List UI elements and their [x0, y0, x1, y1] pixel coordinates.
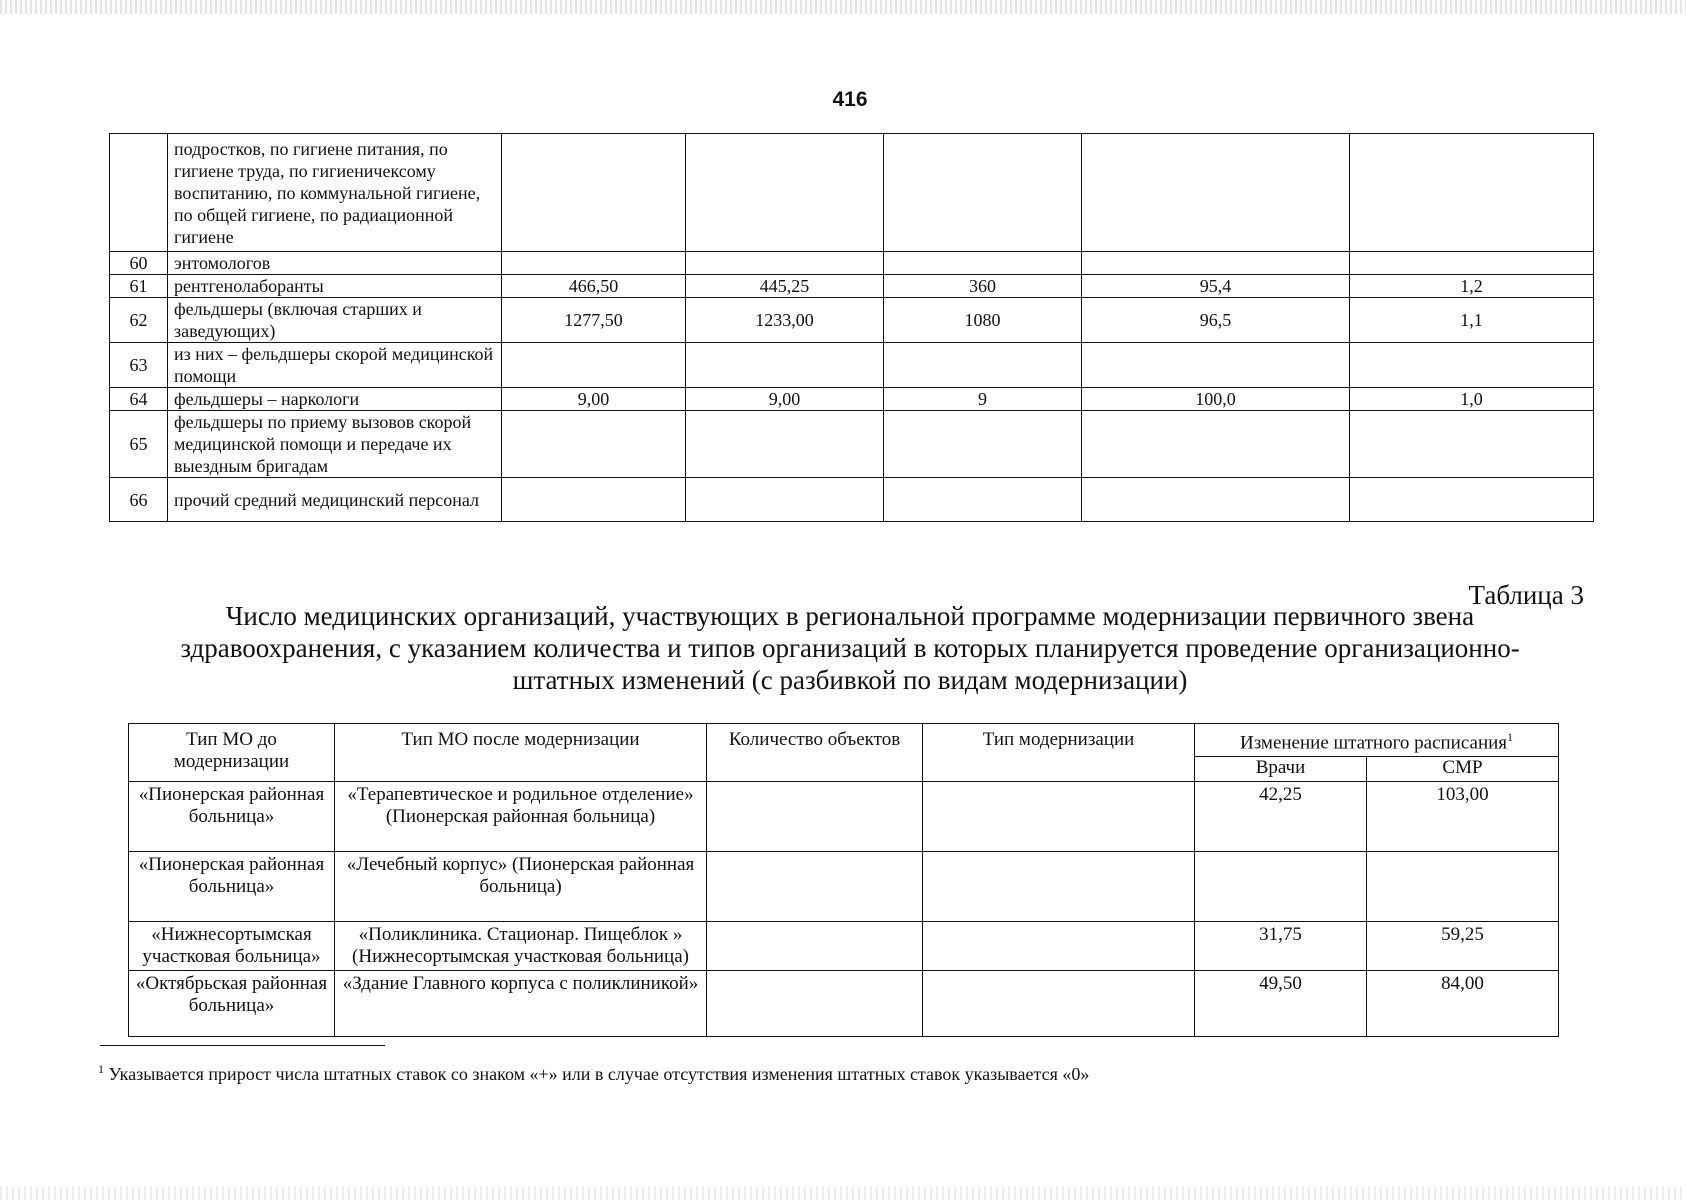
value-cell: [502, 134, 686, 252]
header-staff-change: [1195, 724, 1559, 757]
value-cell: 9: [884, 388, 1082, 411]
value-cell: 1080: [884, 298, 1082, 343]
scan-edge-top: [0, 0, 1686, 14]
table-row: [110, 134, 1594, 252]
header-nurses: СМР: [1367, 757, 1559, 782]
header-doctors: Врачи: [1195, 757, 1367, 782]
modernization-table-body: [129, 782, 1559, 1037]
value-cell: [884, 343, 1082, 388]
value-cell: [686, 411, 884, 478]
staff-table: [109, 133, 1594, 522]
value-cell: 9,00: [686, 388, 884, 411]
cell-count: [707, 922, 923, 971]
cell-mod-type: [923, 922, 1195, 971]
value-cell: [884, 134, 1082, 252]
value-cell: [502, 343, 686, 388]
cell-doctors: [1195, 852, 1367, 922]
table-row: [110, 388, 1594, 411]
footnote-divider: [100, 1045, 385, 1046]
cell-type-before: «Нижнесортымская участковая больница»: [129, 922, 335, 971]
row-label: подростков, по гигиене питания, по гигиене труда, по гигиеничексому воспитанию, по коммунальной гигиене, по общей гигиене, по радиационной гигиене: [168, 134, 502, 252]
row-number: 63: [110, 343, 168, 388]
cell-nurses: 84,00: [1367, 971, 1559, 1037]
header-row: [129, 724, 1559, 757]
cell-type-after: «Поликлиника. Стационар. Пищеблок » (Нижнесортымская участковая больница): [335, 922, 707, 971]
table-row: [110, 478, 1594, 522]
row-label: фельдшеры (включая старших и заведующих): [168, 298, 502, 343]
table-row: [129, 782, 1559, 852]
value-cell: [884, 252, 1082, 275]
value-cell: [1350, 411, 1594, 478]
value-cell: 1,0: [1350, 388, 1594, 411]
row-label: прочий средний медицинский персонал: [168, 478, 502, 522]
cell-mod-type: [923, 782, 1195, 852]
value-cell: 360: [884, 275, 1082, 298]
cell-mod-type: [923, 971, 1195, 1037]
row-number: 66: [110, 478, 168, 522]
header-type-after: Тип МО после модернизации: [335, 724, 707, 782]
cell-type-before: «Пионерская районная больница»: [129, 852, 335, 922]
value-cell: [1082, 134, 1350, 252]
cell-nurses: [1367, 852, 1559, 922]
table-row: [129, 922, 1559, 971]
table-caption: Таблица 3: [1468, 580, 1584, 610]
value-cell: [686, 478, 884, 522]
modernization-table: [128, 723, 1559, 1037]
footnote-ref: 1: [1507, 730, 1514, 744]
header-count: Количество объектов: [707, 724, 923, 782]
value-cell: [686, 252, 884, 275]
value-cell: 466,50: [502, 275, 686, 298]
value-cell: [1082, 252, 1350, 275]
modernization-table-head: [129, 724, 1559, 782]
value-cell: [884, 411, 1082, 478]
header-mod-type: Тип модернизации: [923, 724, 1195, 782]
value-cell: 95,4: [1082, 275, 1350, 298]
value-cell: 9,00: [502, 388, 686, 411]
value-cell: 1,2: [1350, 275, 1594, 298]
value-cell: 445,25: [686, 275, 884, 298]
staff-table-body: [110, 134, 1594, 522]
value-cell: [502, 478, 686, 522]
cell-mod-type: [923, 852, 1195, 922]
cell-doctors: 42,25: [1195, 782, 1367, 852]
row-number: 64: [110, 388, 168, 411]
header-type-before: Тип МО до модернизации: [129, 724, 335, 782]
value-cell: 100,0: [1082, 388, 1350, 411]
row-label: из них – фельдшеры скорой медицинской помощи: [168, 343, 502, 388]
row-number: 62: [110, 298, 168, 343]
cell-type-before: «Пионерская районная больница»: [129, 782, 335, 852]
cell-count: [707, 852, 923, 922]
value-cell: 1,1: [1350, 298, 1594, 343]
value-cell: [686, 343, 884, 388]
footnote-text: Указывается прирост числа штатных ставок со знаком «+» или в случае отсутствия изменения штатных ставок указывается «0»: [104, 1064, 1090, 1084]
value-cell: [1082, 343, 1350, 388]
row-label: фельдшеры – наркологи: [168, 388, 502, 411]
cell-type-after: «Лечебный корпус» (Пионерская районная больница): [335, 852, 707, 922]
value-cell: [884, 478, 1082, 522]
row-label: энтомологов: [168, 252, 502, 275]
value-cell: [1082, 411, 1350, 478]
table-title: Число медицинских организаций, участвующих в региональной программе модернизации первичного звена здравоохранения, с указанием количества и типов организаций в которых планируется проведение организационно-штатных изменений (с разбивкой по видам модернизации): [180, 601, 1520, 695]
table-row: [129, 852, 1559, 922]
cell-type-after: «Здание Главного корпуса с поликлиникой»: [335, 971, 707, 1037]
table-row: [110, 275, 1594, 298]
table-row: [129, 971, 1559, 1037]
value-cell: 96,5: [1082, 298, 1350, 343]
value-cell: [1350, 478, 1594, 522]
table-row: [110, 252, 1594, 275]
value-cell: [1350, 252, 1594, 275]
value-cell: [502, 252, 686, 275]
table-row: [110, 411, 1594, 478]
row-number: 60: [110, 252, 168, 275]
cell-doctors: 31,75: [1195, 922, 1367, 971]
footnote-marker: 1: [98, 1062, 104, 1076]
row-number: [110, 134, 168, 252]
cell-type-before: «Октябрьская районная больница»: [129, 971, 335, 1037]
cell-count: [707, 971, 923, 1037]
row-number: 65: [110, 411, 168, 478]
row-number: 61: [110, 275, 168, 298]
value-cell: 1233,00: [686, 298, 884, 343]
value-cell: [1350, 134, 1594, 252]
value-cell: [1350, 343, 1594, 388]
scan-edge-bottom: [0, 1186, 1686, 1200]
footnote: [98, 1062, 1089, 1085]
cell-type-after: «Терапевтическое и родильное отделение» (Пионерская районная больница): [335, 782, 707, 852]
value-cell: 1277,50: [502, 298, 686, 343]
row-label: фельдшеры по приему вызовов скорой медицинской помощи и передаче их выездным бригадам: [168, 411, 502, 478]
page-number: 416: [832, 88, 868, 111]
cell-doctors: 49,50: [1195, 971, 1367, 1037]
table-row: [110, 298, 1594, 343]
cell-nurses: 59,25: [1367, 922, 1559, 971]
header-staff-change-label: Изменение штатного расписания: [1239, 732, 1508, 754]
cell-nurses: 103,00: [1367, 782, 1559, 852]
row-label: рентгенолаборанты: [168, 275, 502, 298]
value-cell: [686, 134, 884, 252]
table-row: [110, 343, 1594, 388]
value-cell: [1082, 478, 1350, 522]
value-cell: [502, 411, 686, 478]
cell-count: [707, 782, 923, 852]
